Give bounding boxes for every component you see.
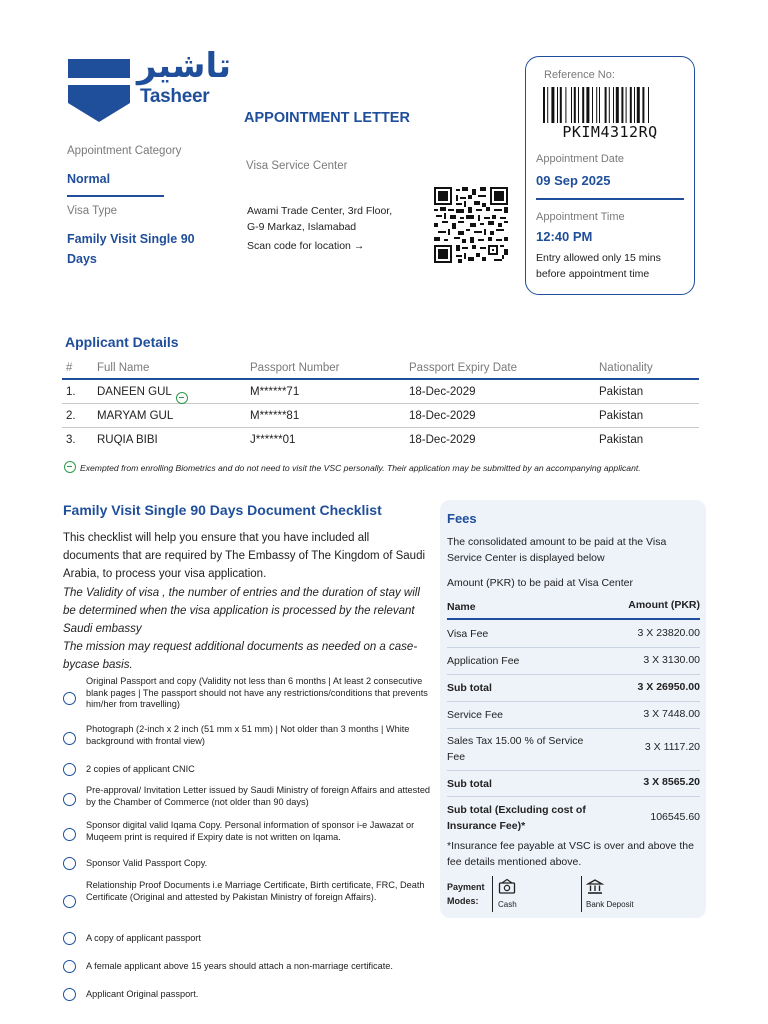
fee-amount: 3 X 8565.20 xyxy=(643,776,700,788)
payment-mode-cash: Cash xyxy=(498,900,517,909)
visa-type-value-line1: Family Visit Single 90 xyxy=(67,232,195,246)
fee-amount: 3 X 1117.20 xyxy=(644,741,700,753)
barcode-bar xyxy=(578,87,579,123)
exempt-note xyxy=(64,461,641,473)
fee-amount: 3 X 3130.00 xyxy=(643,654,700,666)
insurance-note xyxy=(447,838,699,870)
applicant-name: RUQIA BIBI xyxy=(97,434,158,446)
passport-number: M******71 xyxy=(250,386,300,398)
appointment-category-label: Appointment Category xyxy=(67,145,182,157)
validity-line: be determined when the visa application is processed by the relevant xyxy=(63,604,415,617)
table-row xyxy=(62,380,699,404)
vsc-address-line1: Awami Trade Center, 3rd Floor, xyxy=(247,205,393,217)
fee-row xyxy=(447,648,700,675)
barcode-bar xyxy=(626,87,627,123)
row-number: 2. xyxy=(66,410,76,422)
passport-expiry: 18-Dec-2029 xyxy=(409,386,476,398)
divider xyxy=(581,876,582,912)
cash-icon xyxy=(498,878,516,896)
checklist-checkbox[interactable] xyxy=(63,988,76,1001)
fees-description xyxy=(447,534,697,566)
fee-row xyxy=(447,622,700,648)
row-number: 3. xyxy=(66,434,76,446)
checklist-checkbox[interactable] xyxy=(63,732,76,745)
checklist-item-text: Original Passport and copy (Validity not less than 6 months | At least 2 consecutive blank pages | The passport should not have any restrictions/conditions that prevents him/her from travelling) xyxy=(86,676,428,710)
fees-amount-label: Amount (PKR) to be paid at Visa Center xyxy=(447,577,633,589)
entry-note-line1: Entry allowed only 15 mins xyxy=(536,252,661,264)
fee-row-subtotal xyxy=(447,675,700,702)
nationality: Pakistan xyxy=(599,434,644,446)
applicant-table xyxy=(62,358,699,452)
logo-arabic-text: تاشير xyxy=(137,46,231,86)
validity-line: Saudi embassy xyxy=(63,623,142,636)
barcode-bar xyxy=(621,87,623,123)
checklist-checkbox[interactable] xyxy=(63,692,76,705)
checklist-item-text: Photograph (2-inch x 2 inch (51 mm x 51 mm) | Not older than 3 months | White background with frontal view) xyxy=(86,724,410,746)
intro-line: documents that are required by The Embassy of The Kingdom of Saudi xyxy=(63,550,426,563)
fee-name: Visa Fee xyxy=(447,628,489,640)
reference-label: Reference No: xyxy=(544,69,615,81)
col-header-number: # xyxy=(66,362,73,374)
applicant-name xyxy=(97,386,172,398)
barcode-bar xyxy=(543,87,545,123)
checklist-item-text: A copy of applicant passport xyxy=(86,933,201,943)
reference-barcode xyxy=(543,87,679,123)
appointment-time-value: 12:40 PM xyxy=(536,229,593,244)
applicant-details-title: Applicant Details xyxy=(65,334,179,350)
barcode-bar xyxy=(599,87,600,123)
fee-row xyxy=(447,702,700,729)
reference-code: PKIM4312RQ xyxy=(562,123,658,141)
barcode-bar xyxy=(637,87,640,123)
appointment-date-value: 09 Sep 2025 xyxy=(536,173,611,188)
intro-line: Arabia, to process your visa application. xyxy=(63,568,267,581)
divider xyxy=(536,198,684,200)
payment-modes-label xyxy=(447,880,485,908)
exempt-icon xyxy=(64,461,76,473)
fee-row xyxy=(447,729,700,771)
exempt-icon xyxy=(176,392,188,404)
fee-row-subtotal xyxy=(447,771,700,797)
fee-name: Service Fee xyxy=(447,709,504,721)
fee-amount: 3 X 23820.00 xyxy=(637,627,700,639)
reference-card xyxy=(525,56,695,295)
bank-icon xyxy=(586,878,604,896)
barcode-bar xyxy=(592,87,593,123)
divider xyxy=(492,876,493,912)
barcode-bar xyxy=(560,87,562,123)
fee-name: Sales Tax 15.00 % of Service Fee xyxy=(447,735,584,763)
checklist-checkbox[interactable] xyxy=(63,763,76,776)
fee-name: Application Fee xyxy=(447,655,520,667)
insurance-note-line2: fee details mentioned above. xyxy=(447,856,582,868)
entry-note xyxy=(536,250,686,282)
checklist-checkbox[interactable] xyxy=(63,932,76,945)
appointment-time-label: Appointment Time xyxy=(536,211,625,223)
table-header xyxy=(62,358,699,380)
checklist-item-text: 2 copies of applicant CNIC xyxy=(86,764,195,774)
passport-expiry: 18-Dec-2029 xyxy=(409,410,476,422)
barcode-bar xyxy=(565,87,566,123)
barcode-bar xyxy=(586,87,589,123)
checklist-checkbox[interactable] xyxy=(63,960,76,973)
barcode-bar xyxy=(574,87,576,123)
col-header-passport: Passport Number xyxy=(250,362,340,374)
appointment-category-value: Normal xyxy=(67,172,111,186)
payment-modes-label-line2: Modes: xyxy=(447,896,479,906)
checklist-checkbox[interactable] xyxy=(63,793,76,806)
applicant-name: MARYAM GUL xyxy=(97,410,174,422)
applicant-name-text: DANEEN GUL xyxy=(97,386,172,398)
mission-line: The mission may request additional documents as needed on a case- xyxy=(63,641,418,654)
col-header-name: Full Name xyxy=(97,362,150,374)
scan-location-text: Scan code for location → xyxy=(247,240,365,252)
fees-panel xyxy=(440,500,706,918)
checklist-checkbox[interactable] xyxy=(63,895,76,908)
barcode-bar xyxy=(605,87,607,123)
barcode-bar xyxy=(642,87,644,123)
barcode-bar xyxy=(551,87,554,123)
intro-line: This checklist will help you ensure that you have included all xyxy=(63,532,370,544)
fee-name: Sub total xyxy=(447,682,492,694)
col-header-expiry: Passport Expiry Date xyxy=(409,362,518,374)
row-number: 1. xyxy=(66,386,76,398)
barcode-bar xyxy=(648,87,649,123)
visa-type-label: Visa Type xyxy=(67,205,118,217)
nationality: Pakistan xyxy=(599,386,644,398)
visa-type-value-line2: Days xyxy=(67,252,97,266)
mission-line: bycase basis. xyxy=(63,659,133,672)
checklist-title: Family Visit Single 90 Days Document Checklist xyxy=(63,502,382,518)
entry-note-line2: before appointment time xyxy=(536,268,650,280)
table-row xyxy=(62,404,699,428)
fees-description-line1: The consolidated amount to be paid at the Visa xyxy=(447,536,667,548)
checklist-item-text: Relationship Proof Documents i.e Marriage Certificate, Birth certificate, FRC, Death Certificate (Original and attested by Pakistan Ministry of foreign Affairs). xyxy=(86,880,425,902)
appointment-date-label: Appointment Date xyxy=(536,153,625,165)
passport-number: J******01 xyxy=(250,434,296,446)
location-qr-code[interactable] xyxy=(434,187,508,263)
checklist-item-text: Sponsor digital valid Iqama Copy. Personal information of sponsor i-e Jawazat or Muqeem print is required if Expiry date is not written on Iqama. xyxy=(86,820,415,842)
barcode-bar xyxy=(547,87,548,123)
col-header-nationality: Nationality xyxy=(599,362,653,374)
logo-english-text: Tasheer xyxy=(140,86,210,107)
fee-row-total xyxy=(447,797,700,837)
visa-service-center-label: Visa Service Center xyxy=(246,160,348,172)
vsc-address xyxy=(247,203,392,235)
vsc-address-line2: G-9 Markaz, Islamabad xyxy=(247,221,357,233)
passport-number: M******81 xyxy=(250,410,300,422)
divider xyxy=(67,195,164,197)
nationality: Pakistan xyxy=(599,410,644,422)
barcode-bar xyxy=(634,87,635,123)
checklist-item-text: Applicant Original passport. xyxy=(86,989,199,999)
barcode-bar xyxy=(571,87,572,123)
fee-amount: 3 X 7448.00 xyxy=(643,708,700,720)
fees-header-name: Name xyxy=(447,601,476,613)
checklist-item-text: Sponsor Valid Passport Copy. xyxy=(86,858,208,868)
checklist-intro xyxy=(63,529,435,675)
payment-modes-label-line1: Payment xyxy=(447,882,485,892)
barcode-bar xyxy=(582,87,584,123)
fee-name: Sub total xyxy=(447,778,492,790)
barcode-bar xyxy=(557,87,558,123)
checklist-checkbox[interactable] xyxy=(63,828,76,841)
fee-amount: 3 X 26950.00 xyxy=(637,681,700,693)
barcode-bar xyxy=(609,87,610,123)
barcode-bar xyxy=(613,87,614,123)
fee-amount: 106545.60 xyxy=(650,811,700,823)
fees-title: Fees xyxy=(447,511,477,526)
fees-header-row xyxy=(447,596,700,620)
checklist-item-text: A female applicant above 15 years should attach a non-marriage certificate. xyxy=(86,961,393,971)
fee-name: Sub total (Excluding cost of Insurance Fee)* xyxy=(447,804,586,832)
checklist-item-text: Pre-approval/ Invitation Letter issued by Saudi Ministry of foreign Affairs and attested by the Chamber of Commerce (not older than 90 days) xyxy=(86,785,431,807)
fees-header-amount: Amount (PKR) xyxy=(628,599,700,611)
checklist-checkbox[interactable] xyxy=(63,857,76,870)
passport-expiry: 18-Dec-2029 xyxy=(409,434,476,446)
validity-line: The Validity of visa , the number of entries and the duration of stay will xyxy=(63,586,420,599)
barcode-bar xyxy=(630,87,632,123)
fees-description-line2: Service Center is displayed below xyxy=(447,552,605,564)
table-row xyxy=(62,428,699,452)
page-title: APPOINTMENT LETTER xyxy=(244,110,410,126)
insurance-note-line1: *Insurance fee payable at VSC is over and above the xyxy=(447,840,694,852)
exempt-note-text: Exempted from enrolling Biometrics and do not need to visit the VSC personally. Their application may be submitted by an accompanying applicant. xyxy=(80,463,641,473)
barcode-bar xyxy=(596,87,597,123)
payment-mode-bank-deposit: Bank Deposit xyxy=(586,900,634,909)
barcode-bar xyxy=(616,87,619,123)
